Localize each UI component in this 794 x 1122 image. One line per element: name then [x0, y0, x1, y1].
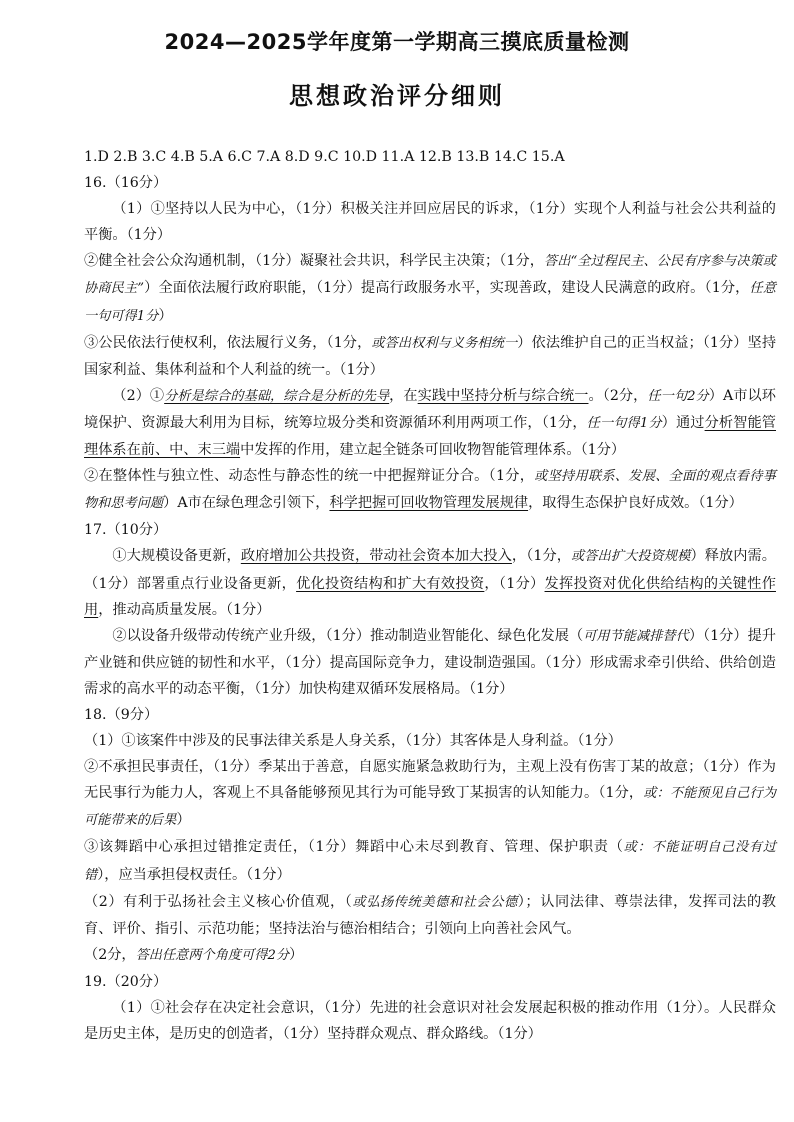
question-17-heading: 17.（10分）: [84, 522, 168, 539]
q16-part2-point2: ②在整体性与独立性、动态性与静态性的统一中把握辩证分合。（1分，或坚持用联系、发展、全面的观点看待事物和思考问题）A市在绿色理念引领下，科学把握可回收物管理发展规律，取得生态保护良好成效。（1分）: [84, 468, 776, 512]
question-16-heading: 16.（16分）: [84, 175, 168, 192]
q17-point2: ②以设备升级带动传统产业升级，（1分）推动制造业智能化、绿色化发展（可用节能减排替代）（1分）提升产业链和供应链的韧性和水平，（1分）提高国际竞争力，建设制造强国。（1分）形成需求牵引供给、供给创造需求的高水平的动态平衡，（1分）加快构建双循环发展格局。（1分）: [84, 627, 776, 697]
q18-part2: （2）有利于弘扬社会主义核心价值观，（或弘扬传统美德和社会公德）；认同法律、尊崇法律，发挥司法的教育、评价、指引、示范功能；坚持法治与德治相结合；引领向上向善社会风气。: [84, 893, 776, 937]
q18-part1-point1: （1）①该案件中涉及的民事法律关系是人身关系，（1分）其客体是人身利益。（1分）: [84, 733, 622, 750]
question-18-heading: 18.（9分）: [84, 706, 159, 723]
q16-part1-point1: （1）①坚持以人民为中心，（1分）积极关注并回应居民的诉求，（1分）实现个人利益与社会公共利益的平衡。（1分）: [84, 201, 776, 244]
q18-part1-point2: ②不承担民事责任，（1分）季某出于善意，自愿实施紧急救助行为，主观上没有伤害丁某的故意；（1分）作为无民事行为能力人，客观上不具备能够预见其行为可能导致丁某损害的认知能力。（1分，或：不能预见自己行为可能带来的后果）: [84, 759, 777, 829]
q18-part2-scoring-note: （2分，答出任意两个角度可得2分）: [84, 946, 304, 963]
q16-part1-point2: ②健全社会公众沟通机制，（1分）凝聚社会共识，科学民主决策；（1分，答出“全过程民主、公民有序参与决策或协商民主”）全面依法履行政府职能，（1分）提高行政服务水平，实现善政，建设人民满意的政府。（1分，任意一句可得1分）: [84, 253, 777, 324]
q17-point1: ①大规模设备更新，政府增加公共投资，带动社会资本加大投入，（1分，或答出扩大投资规模）释放内需。（1分）部署重点行业设备更新，优化投资结构和扩大有效投资，（1分）发挥投资对优化供给结构的关键性作用，推动高质量发展。（1分）: [84, 548, 776, 618]
answer-content: [84, 144, 776, 1047]
document-subtitle: 思想政治评分细则: [289, 82, 505, 110]
multiple-choice-answers: 1.D 2.B 3.C 4.B 5.A 6.C 7.A 8.D 9.C 10.D 11.A 12.B 13.B 14.C 15.A: [84, 149, 565, 165]
question-19-heading: 19.（20分）: [84, 973, 168, 990]
q16-part2-point1: （2）①分析是综合的基础，综合是分析的先导，在实践中坚持分析与综合统一。（2分，任一句2分）A市以环境保护、资源最大利用为目标，统筹垃圾分类和资源循环利用两项工作，（1分，任一句得1分）通过分析智能管理体系在前、中、末三端中发挥的作用，建立起全链条可回收物智能管理体系。（1分）: [84, 387, 776, 459]
q18-part1-point3: ③该舞蹈中心承担过错推定责任，（1分）舞蹈中心未尽到教育、管理、保护职责（或：不能证明自己没有过错），应当承担侵权责任。（1分）: [84, 839, 777, 883]
q19-part1-point1: （1）①社会存在决定社会意识，（1分）先进的社会意识对社会发展起积极的推动作用（1分）。人民群众是历史主体，是历史的创造者，（1分）坚持群众观点、群众路线。（1分）: [84, 1000, 776, 1043]
exam-title: 2024—2025学年度第一学期高三摸底质量检测: [164, 30, 630, 54]
q16-part1-point3: ③公民依法行使权利，依法履行义务，（1分，或答出权利与义务相统一）依法维护自己的正当权益；（1分）坚持国家利益、集体利益和个人利益的统一。（1分）: [84, 334, 777, 378]
